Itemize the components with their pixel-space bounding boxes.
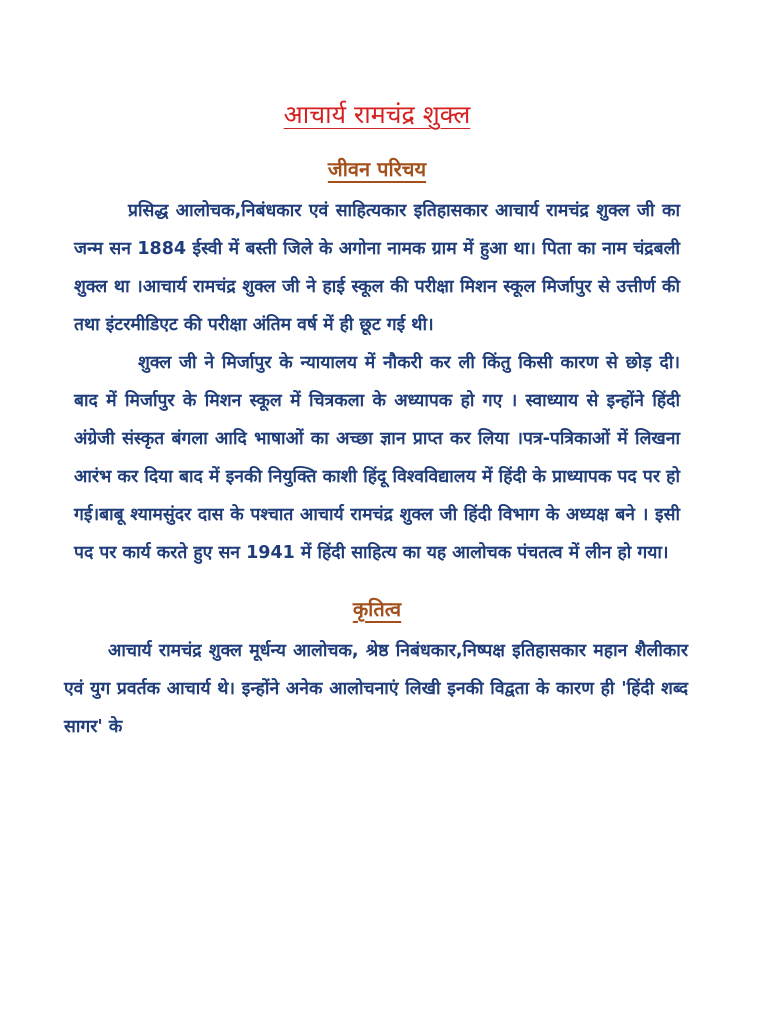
page-title: आचार्य रामचंद्र शुक्ल [283, 100, 471, 129]
biography-paragraph-1: प्रसिद्ध आलोचक,निबंधकार एवं साहित्यकार इतिहासकार आचार्य रामचंद्र शुक्ल जी का जन्म सन 1884 ईस्वी में बस्ती जिले के अगोना नामक ग्राम में हुआ था। पिता का नाम चंद्रबली शुक्ल था ।आचार्य रामचंद्र शुक्ल जी ने हाई स्कूल की परीक्षा मिशन स्कूल मिर्जापुर से उत्तीर्ण की तथा इंटरमीडिएट की परीक्षा अंतिम वर्ष में ही छूट गई थी। [74, 201, 680, 335]
works-paragraph-1: आचार्य रामचंद्र शुक्ल मूर्धन्य आलोचक, श्रेष्ठ निबंधकार,निष्पक्ष इतिहासकार महान शैलीकार एवं युग प्रवर्तक आचार्य थे। इन्होंने अनेक आलोचनाएं लिखी इनकी विद्वता के कारण ही 'हिंदी शब्द सागर' के [64, 641, 688, 737]
section-heading-biography: जीवन परिचय [327, 157, 427, 181]
section-heading-works: कृतित्व [352, 597, 402, 621]
biography-paragraph-2: शुक्ल जी ने मिर्जापुर के न्यायालय में नौकरी कर ली किंतु किसी कारण से छोड़ दी। बाद में मिर्जापुर के मिशन स्कूल में चित्रकला के अध्यापक हो गए । स्वाध्याय से इन्होंने हिंदी अंग्रेजी संस्कृत बंगला आदि भाषाओं का अच्छा ज्ञान प्राप्त कर लिया ।पत्र-पत्रिकाओं में लिखना आरंभ कर दिया बाद में इनकी नियुक्ति काशी हिंदू विश्वविद्यालय में हिंदी के प्राध्यापक पद पर हो गई।बाबू श्यामसुंदर दास के पश्चात आचार्य रामचंद्र शुक्ल जी हिंदी विभाग के अध्यक्ष बने । इसी पद पर कार्य करते हुए सन 1941 में हिंदी साहित्य का यह आलोचक पंचतत्व में लीन हो गया। [74, 353, 680, 563]
